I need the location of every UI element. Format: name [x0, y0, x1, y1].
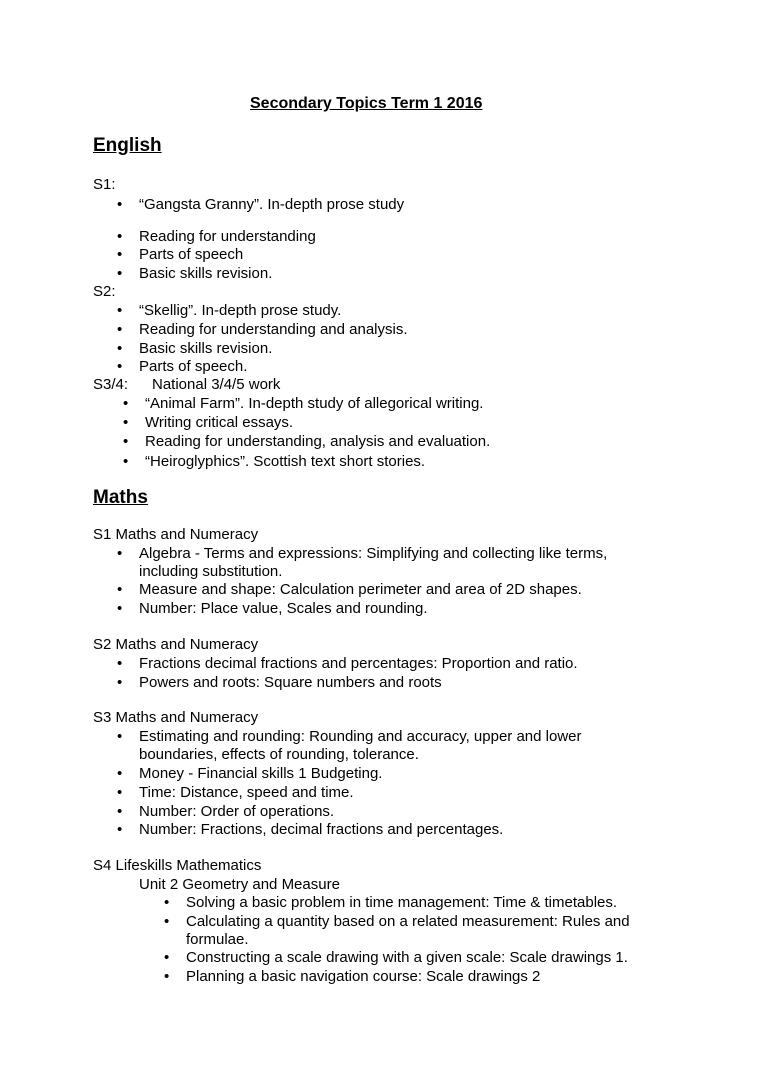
- english-heading: English: [93, 135, 162, 156]
- list-item: Reading for understanding and analysis.: [139, 321, 408, 338]
- bullet: •: [164, 949, 170, 966]
- bullet: •: [117, 728, 123, 745]
- english-s34-note: National 3/4/5 work: [152, 376, 281, 393]
- english-s34-label: S3/4:: [93, 376, 129, 393]
- list-item: Solving a basic problem in time management: Time & timetables.: [186, 894, 618, 911]
- bullet: •: [164, 968, 170, 985]
- bullet: •: [164, 894, 170, 911]
- list-item: Algebra - Terms and expressions: Simplifying and collecting like terms,: [139, 545, 608, 562]
- maths-s4-unit: Unit 2 Geometry and Measure: [139, 876, 340, 893]
- list-item: Planning a basic navigation course: Scale drawings 2: [186, 968, 541, 985]
- bullet: •: [123, 433, 129, 450]
- bullet: •: [117, 765, 123, 782]
- maths-s1-label: S1 Maths and Numeracy: [93, 526, 259, 543]
- bullet: •: [117, 674, 123, 691]
- maths-s4-label: S4 Lifeskills Mathematics: [93, 857, 262, 874]
- list-item: Fractions decimal fractions and percentages: Proportion and ratio.: [139, 655, 578, 672]
- list-item: Measure and shape: Calculation perimeter and area of 2D shapes.: [139, 581, 582, 598]
- list-item: Writing critical essays.: [145, 414, 294, 431]
- bullet: •: [117, 246, 123, 263]
- list-item: “Gangsta Granny”. In-depth prose study: [139, 196, 405, 213]
- english-s2-label: S2:: [93, 283, 116, 300]
- list-item-continuation: formulae.: [186, 931, 249, 948]
- list-item-continuation: boundaries, effects of rounding, tolerance.: [139, 746, 419, 763]
- list-item: Basic skills revision.: [139, 340, 273, 357]
- bullet: •: [164, 913, 170, 930]
- list-item: “Skellig”. In-depth prose study.: [139, 302, 342, 319]
- list-item: Calculating a quantity based on a related measurement: Rules and: [186, 913, 630, 930]
- list-item: Number: Place value, Scales and rounding.: [139, 600, 428, 617]
- list-item: Constructing a scale drawing with a given scale: Scale drawings 1.: [186, 949, 628, 966]
- list-item: Basic skills revision.: [139, 265, 273, 282]
- bullet: •: [117, 302, 123, 319]
- list-item: Parts of speech: [139, 246, 244, 263]
- bullet: •: [117, 655, 123, 672]
- page-title: Secondary Topics Term 1 2016: [250, 95, 483, 112]
- list-item: Reading for understanding: [139, 228, 316, 245]
- bullet: •: [123, 395, 129, 412]
- list-item-continuation: including substitution.: [139, 563, 283, 580]
- list-item: “Heiroglyphics”. Scottish text short stories.: [145, 453, 426, 470]
- list-item: Time: Distance, speed and time.: [139, 784, 354, 801]
- bullet: •: [117, 545, 123, 562]
- maths-s3-label: S3 Maths and Numeracy: [93, 709, 259, 726]
- maths-s2-label: S2 Maths and Numeracy: [93, 636, 259, 653]
- bullet: •: [117, 821, 123, 838]
- list-item: Money - Financial skills 1 Budgeting.: [139, 765, 383, 782]
- bullet: •: [117, 340, 123, 357]
- bullet: •: [117, 196, 123, 213]
- bullet: •: [123, 414, 129, 431]
- bullet: •: [117, 265, 123, 282]
- bullet: •: [117, 600, 123, 617]
- list-item: Number: Order of operations.: [139, 803, 335, 820]
- list-item: Powers and roots: Square numbers and roots: [139, 674, 442, 691]
- bullet: •: [117, 228, 123, 245]
- english-s1-label: S1:: [93, 176, 116, 193]
- list-item: Parts of speech.: [139, 358, 248, 375]
- bullet: •: [123, 453, 129, 470]
- bullet: •: [117, 803, 123, 820]
- list-item: Number: Fractions, decimal fractions and percentages.: [139, 821, 504, 838]
- maths-heading: Maths: [93, 487, 148, 508]
- bullet: •: [117, 358, 123, 375]
- list-item: Estimating and rounding: Rounding and accuracy, upper and lower: [139, 728, 582, 745]
- bullet: •: [117, 321, 123, 338]
- bullet: •: [117, 784, 123, 801]
- list-item: Reading for understanding, analysis and evaluation.: [145, 433, 491, 450]
- list-item: “Animal Farm”. In-depth study of allegorical writing.: [145, 395, 484, 412]
- bullet: •: [117, 581, 123, 598]
